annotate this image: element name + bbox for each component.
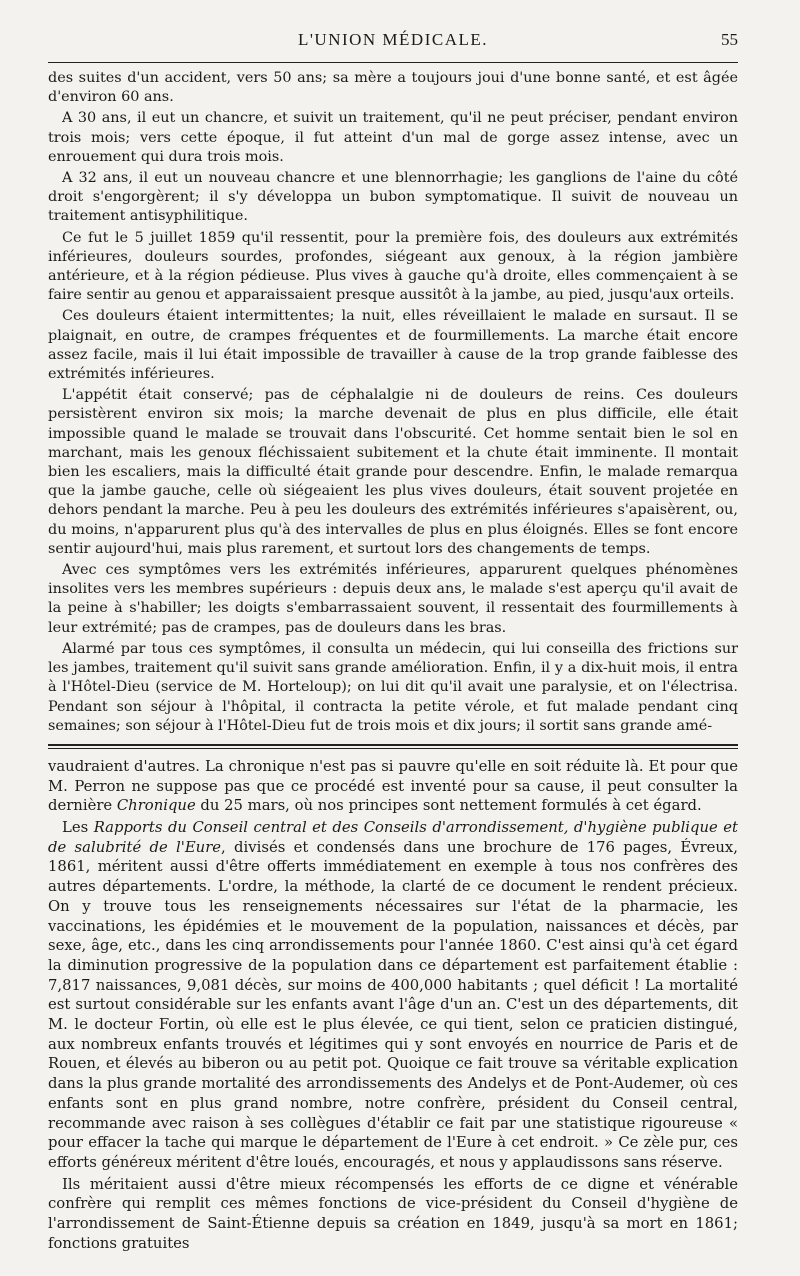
feuilleton-paragraph: Ils méritaient aussi d'être mieux récompensés les efforts de ce digne et vénérable confrère qui remplit ces mêmes fonctions de vice-président du Conseil d'hygiène de l'arrondissement de Saint-Étienne depuis sa création en 1849, jusqu'à sa mort en 1861; fonctions gratuites [48,1175,738,1252]
feuilleton-body [48,757,738,1254]
running-title: L'UNION MÉDICALE. [297,30,489,49]
text-run: vaudraient d'autres. La chronique n'est pas si pauvre qu'elle en soit réduite là. Et pour que M. Perron ne suppose pas que ce procédé est inventé pour sa cause, il peut consulter la dernière [48,757,738,815]
article-paragraph: Ce fut le 5 juillet 1859 qu'il ressentit, pour la première fois, des douleurs aux extrémités inférieures, douleurs sourdes, profondes, siégeant aux genoux, à la région jambière antérieure, et à la région pédieuse. Plus vives à gauche qu'à droite, elles commençaient à se faire sentir au genou et apparaissaient presque aussitôt à la jambe, au pied, jusqu'aux orteils. [48,229,738,304]
text-run: du 25 mars, où nos principes sont nettement formulés à cet égard. [195,797,702,815]
feuilleton-paragraph [48,818,738,1173]
page-number: 55 [721,30,738,49]
journal-page [48,18,738,1253]
header-rule [48,62,738,63]
text-run: Les [62,819,94,837]
article-paragraph: L'appétit était conservé; pas de céphalalgie ni de douleurs de reins. Ces douleurs persistèrent environ six mois; la marche devenait de plus en plus difficile, elle était impossible quand le malade se trouvait dans l'obscurité. Cet homme sentait bien le sol en marchant, mais les genoux fléchissaient subitement et la chute était imminente. Il montait bien les escaliers, mais la difficulté était grande pour descendre. Enfin, le malade remarqua que la jambe gauche, celle où siégeaient les plus vives douleurs, était souvent projetée en dehors pendant la marche. Peu à peu les douleurs des extrémités inférieures s'apaisèrent, ou, du moins, n'apparurent plus qu'à des intervalles de plus en plus éloignés. Elles se font encore sentir aujourd'hui, mais plus rarement, et surtout lors des changements de temps. [48,387,738,557]
text-run-italic: Rapports du Conseil central et des Conseils d'arrondissement, d'hygiène publique et de salubrité de l'Eure [48,819,738,856]
feuilleton-paragraph [48,757,738,816]
article-paragraph: A 30 ans, il eut un chancre, et suivit un traitement, qu'il ne peut préciser, pendant environ trois mois; vers cette époque, il fut atteint d'un mal de gorge assez intense, avec un enrouement qui dura trois mois. [48,110,738,165]
article-paragraph: A 32 ans, il eut un nouveau chancre et une blennorrhagie; les ganglions de l'aine du côté droit s'engorgèrent; il s'y développa un bubon symptomatique. Il suivit de nouveau un traitement antisyphilitique. [48,170,738,225]
page-header [48,18,738,58]
text-run: , divisés et condensés dans une brochure de 176 pages, Évreux, 1861, méritent aussi d'être offerts immédiatement en exemple à tous nos confrères des autres départements. L'ordre, la méthode, la clarté de ce document le rendent précieux. On y trouve tous les renseignements nécessaires sur l'état de la pharmacie, les vaccinations, les épidémies et le mouvement de la population, naissances et décès, par sexe, âge, etc., dans les cinq arrondissements pour l'année 1860. C'est ainsi qu'à cet égard la diminution progressive de la population dans ce département est parfaitement établie : 7,817 naissances, 9,081 décès, sur moins de 400,000 habitants ; quel déficit ! La mortalité est surtout considérable sur les enfants avant l'âge d'un an. C'est un des départements, dit M. le docteur Fortin, où elle est le plus élevée, ce qui tient, selon ce praticien distingué, aux nombreux enfants trouvés et légitimes qui y sont envoyés en nourrice de Paris et de Rouen, et élevés au biberon ou au petit pot. Quoique ce fait trouve sa véritable explication dans la plus grande mortalité des arrondissements des Andelys et de Pont-Audemer, où ces enfants sont en plus grand nombre, notre confrère, président du Conseil central, recommande avec raison à ses collègues d'établir ce fait par une statistique rigoureuse « pour effacer la tache qui marque le département de l'Eure à cet endroit. » Ce zèle pur, ces efforts généreux méritent d'être loués, encouragés, et nous y applaudissons sans réserve. [48,838,738,1171]
feuilleton-separator [48,744,738,749]
article-paragraph: Alarmé par tous ces symptômes, il consulta un médecin, qui lui conseilla des frictions sur les jambes, traitement qu'il suivit sans grande amélioration. Enfin, il y a dix-huit mois, il entra à l'Hôtel-Dieu (service de M. Horteloup); on lui dit qu'il avait une paralysie, et on l'électrisa. Pendant son séjour à l'hôpital, il contracta la petite vérole, et fut malade pendant cinq semaines; son séjour à l'Hôtel-Dieu fut de trois mois et dix jours; il sortit sans grande amé- [48,640,738,734]
article-paragraph: des suites d'un accident, vers 50 ans; sa mère a toujours joui d'une bonne santé, et est âgée d'environ 60 ans. [48,70,738,106]
article-body [48,69,738,736]
text-run-italic: Chronique [116,797,196,815]
article-paragraph: Ces douleurs étaient intermittentes; la nuit, elles réveillaient le malade en sursaut. Il se plaignait, en outre, de crampes fréquentes et de fourmillements. La marche était encore assez facile, mais il lui était impossible de travailler à cause de la trop grande faiblesse des extrémités inférieures. [48,308,738,383]
article-paragraph: Avec ces symptômes vers les extrémités inférieures, apparurent quelques phénomènes insolites vers les membres supérieurs : depuis deux ans, le malade s'est aperçu qu'il avait de la peine à s'habiller; les doigts s'embarrassaient souvent, il ressentait des fourmillements à leur extrémité; pas de crampes, pas de douleurs dans les bras. [48,562,738,636]
